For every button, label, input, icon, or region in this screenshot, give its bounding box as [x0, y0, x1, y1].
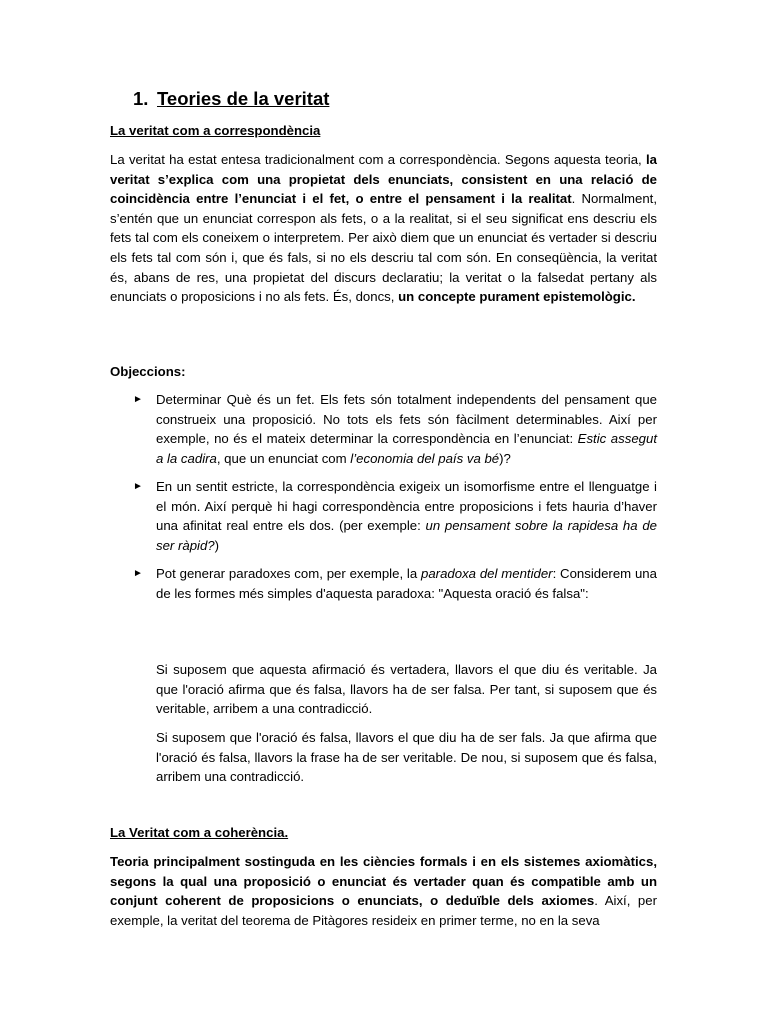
text-run: )? [499, 450, 511, 466]
section-title-correspondence: La veritat com a correspondència [110, 123, 321, 138]
bold-run: la veritat s’explica com una propietat dels enunciats, consistent en una relació de coincidència entre l’enunciat i el fet, o entre el pensament i la realitat [110, 152, 657, 207]
objections-title: Objeccions: [110, 364, 186, 379]
text-run: , que un enunciat com [216, 450, 351, 466]
text-run: ) [214, 537, 220, 553]
correspondence-paragraph [110, 150, 657, 307]
page-heading [133, 88, 329, 110]
objection-item-1 [133, 390, 657, 468]
objection-text [156, 477, 657, 555]
text-run: Pot generar paradoxes com, per exemple, la [156, 566, 422, 581]
heading-number: 1. [133, 88, 149, 109]
text-run: : Considerem una de les formes més simples d'aquesta paradoxa: "Aquesta oració és falsa": [156, 566, 657, 601]
text-run: En un sentit estricte, la correspondència exigeix un isomorfisme entre el llenguatge i el món. Així perquè hi hagi correspondència entre proposicions i fets hauria d’haver una afinitat real entre els dos. (per exemple: [156, 479, 657, 534]
bullet-marker-icon: ► [133, 568, 143, 579]
bold-run: un concepte purament epistemològic. [398, 289, 636, 305]
text-run: . Normalment, s’entén que un enunciat correspon als fets, o a la realitat, si el seu significat ens descriu els fets tal com els coneixem o interpretem. Per això diem que un enunciat és vertader si descriu els fets tal com són i, que és fals, si no els descriu tal com són. En conseqüència, la veritat és, abans de res, una propietat del discurs declaratiu; la veritat o la falsedat pertany als enunciats o proposicions i no als fets. És, doncs, [110, 191, 657, 305]
bullet-marker-icon: ► [133, 394, 143, 405]
text-run: La veritat ha estat entesa tradicionalment com a correspondència. Segons aquesta teoria, [110, 152, 646, 167]
italic-run: Estic assegut a la cadira [156, 431, 657, 466]
coherence-paragraph [110, 852, 657, 930]
italic-run: un pensament sobre la rapidesa ha de ser ràpid? [156, 518, 658, 553]
bold-run: Teoria principalment sostinguda en les ciències formals i en els sistemes axiomàtics, segons la qual una proposició o enunciat és vertader quan és compatible amb un conjunt coherent de proposicions o enunciats, o deduïble dels axiomes [110, 854, 657, 909]
paradox-paragraph-true: Si suposem que aquesta afirmació és vertadera, llavors el que diu és veritable. Ja que l'oració afirma que és falsa, llavors ha de ser falsa. Per tant, si suposem que és veritable, arribem a una contradicció. [156, 662, 657, 717]
text-run: . Així, per exemple, la veritat del teorema de Pitàgores resideix en primer terme, no en la seva [110, 893, 657, 928]
objection-item-3 [133, 564, 657, 603]
italic-run: l’economia del país va bé [350, 450, 500, 466]
heading-title: Teories de la veritat [157, 88, 330, 109]
text-run: Determinar Què és un fet. Els fets són totalment independents del pensament que construeix una proposició. No tots els fets són fàcilment determinables. Així per exemple, no és el mateix determinar la correspondència en l’enunciat: [156, 392, 657, 447]
italic-run: paradoxa del mentider [421, 566, 553, 581]
objection-text [156, 564, 657, 603]
paradox-paragraph-false: Si suposem que l'oració és falsa, llavors el que diu ha de ser fals. Ja que afirma que l'oració és falsa, llavors la frase ha de ser veritable. De nou, si suposem que és falsa, arribem una contradicció. [156, 730, 657, 785]
objection-text [156, 390, 657, 468]
bullet-marker-icon: ► [133, 481, 143, 492]
section-title-coherence: La Veritat com a coherència. [110, 825, 289, 840]
objection-item-2 [133, 477, 657, 555]
